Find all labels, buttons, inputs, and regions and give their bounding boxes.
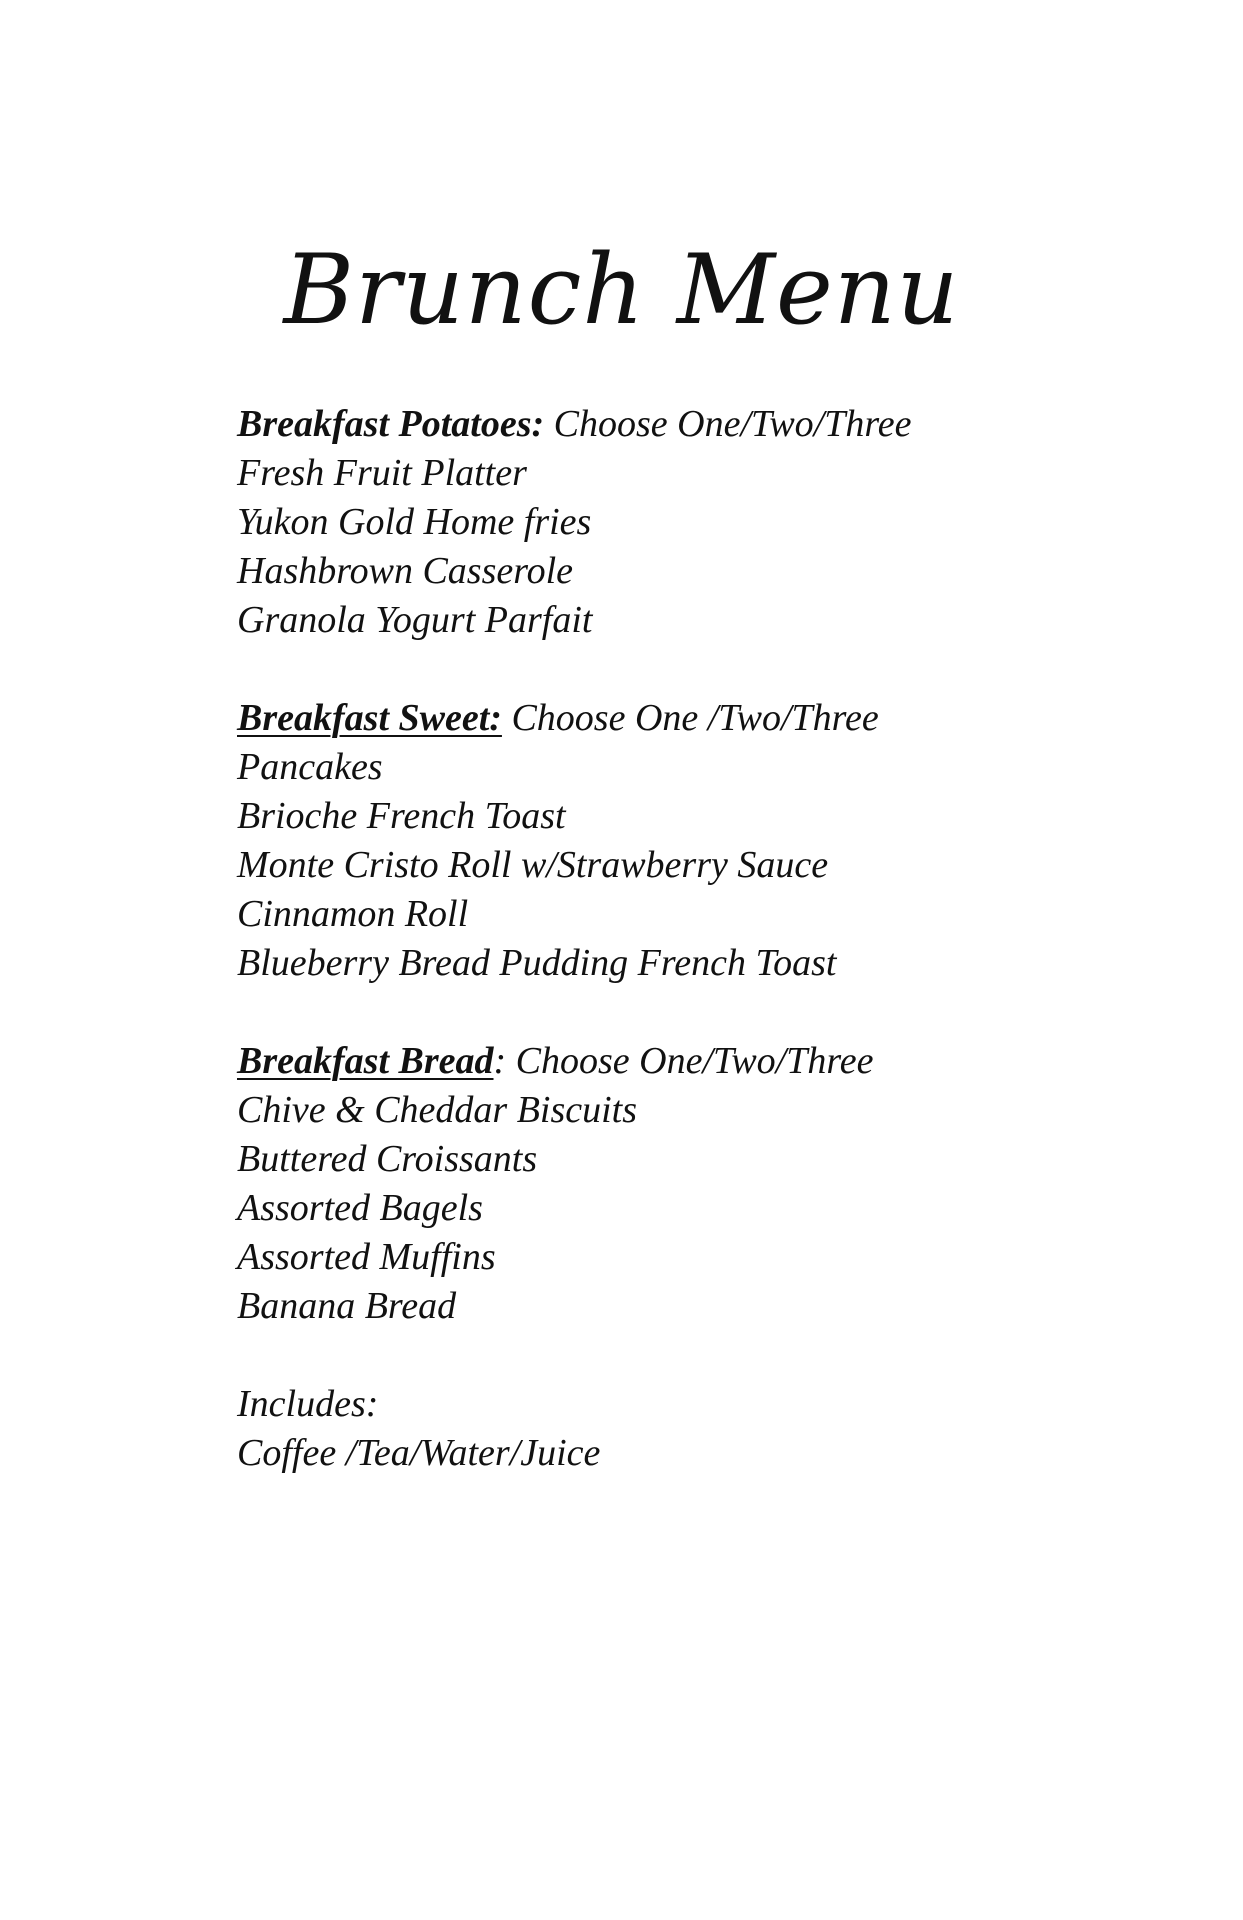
menu-item: Granola Yogurt Parfait bbox=[237, 599, 593, 641]
menu-item: Pancakes bbox=[237, 746, 383, 788]
section-heading bbox=[237, 1037, 1137, 1086]
section-title-colon: : bbox=[493, 1040, 507, 1082]
menu-item: Yukon Gold Home fries bbox=[237, 501, 592, 543]
includes-label: Includes: bbox=[237, 1383, 379, 1425]
menu-item: Chive & Cheddar Biscuits bbox=[237, 1089, 638, 1131]
menu-item: Blueberry Bread Pudding French Toast bbox=[237, 942, 837, 984]
section-heading bbox=[237, 400, 1137, 449]
menu-item: Fresh Fruit Platter bbox=[237, 452, 527, 494]
section-breakfast-potatoes bbox=[237, 400, 1137, 645]
section-choice-note: Choose One /Two/Three bbox=[511, 697, 879, 739]
section-title: Breakfast Bread bbox=[237, 1040, 494, 1082]
menu-item: Assorted Muffins bbox=[237, 1236, 496, 1278]
menu-title: Brunch Menu bbox=[283, 234, 960, 346]
menu-item: Banana Bread bbox=[237, 1285, 457, 1327]
section-includes bbox=[237, 1380, 1137, 1478]
section-breakfast-bread bbox=[237, 1037, 1137, 1331]
section-choice-note: Choose One/Two/Three bbox=[553, 403, 912, 445]
menu-item: Assorted Bagels bbox=[237, 1187, 483, 1229]
section-title: Breakfast Potatoes: bbox=[237, 403, 545, 445]
menu-item: Hashbrown Casserole bbox=[237, 550, 574, 592]
section-heading bbox=[237, 694, 1137, 743]
section-title: Breakfast Sweet: bbox=[237, 697, 502, 739]
section-choice-note: Choose One/Two/Three bbox=[515, 1040, 874, 1082]
menu-item: Brioche French Toast bbox=[237, 795, 566, 837]
section-breakfast-sweet bbox=[237, 694, 1137, 988]
menu-body bbox=[237, 400, 1137, 1527]
menu-item: Buttered Croissants bbox=[237, 1138, 538, 1180]
includes-items: Coffee /Tea/Water/Juice bbox=[237, 1432, 601, 1474]
menu-item: Cinnamon Roll bbox=[237, 893, 469, 935]
menu-item: Monte Cristo Roll w/Strawberry Sauce bbox=[237, 844, 829, 886]
